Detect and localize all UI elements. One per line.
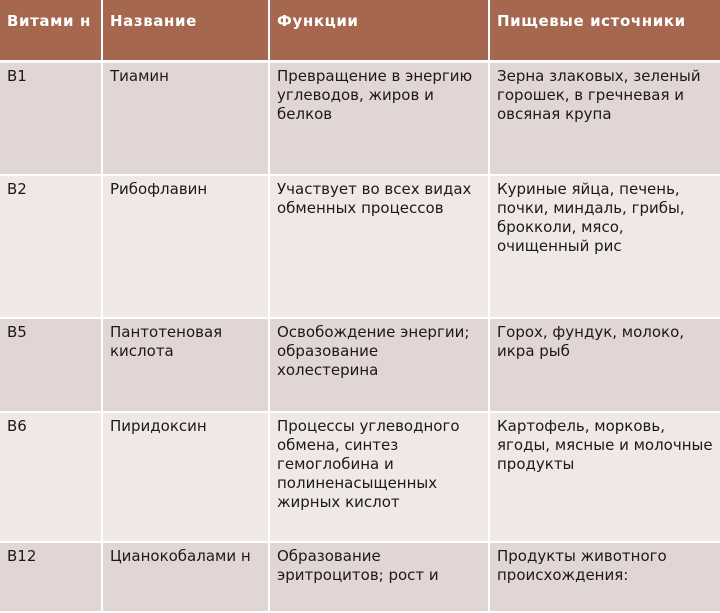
header-vitamin: Витами н xyxy=(0,0,102,62)
cell-sources: Горох, фундук, молоко, икра рыб xyxy=(489,318,720,412)
cell-vitamin: B6 xyxy=(0,412,102,542)
cell-vitamin: B2 xyxy=(0,175,102,318)
cell-function: Освобождение энергии; образование холестерина xyxy=(269,318,489,412)
header-functions: Функции xyxy=(269,0,489,62)
header-name: Название xyxy=(102,0,269,62)
cell-sources: Картофель, морковь, ягоды, мясные и молочные продукты xyxy=(489,412,720,542)
cell-function: Участвует во всех видах обменных процессов xyxy=(269,175,489,318)
cell-name: Пиридоксин xyxy=(102,412,269,542)
header-food-sources: Пищевые источники xyxy=(489,0,720,62)
table-row xyxy=(0,542,720,612)
table-row xyxy=(0,175,720,318)
cell-name: Цианокобалами н xyxy=(102,542,269,612)
cell-name: Тиамин xyxy=(102,62,269,176)
cell-function: Превращение в энергию углеводов, жиров и белков xyxy=(269,62,489,176)
table-header-row xyxy=(0,0,720,62)
cell-vitamin: B5 xyxy=(0,318,102,412)
cell-function: Образование эритроцитов; рост и xyxy=(269,542,489,612)
cell-name: Пантотеновая кислота xyxy=(102,318,269,412)
table-row xyxy=(0,62,720,176)
cell-sources: Куриные яйца, печень, почки, миндаль, грибы, брокколи, мясо, очищенный рис xyxy=(489,175,720,318)
table-row xyxy=(0,318,720,412)
cell-name: Рибофлавин xyxy=(102,175,269,318)
cell-sources: Зерна злаковых, зеленый горошек, в гречневая и овсяная крупа xyxy=(489,62,720,176)
table-row xyxy=(0,412,720,542)
cell-function: Процессы углеводного обмена, синтез гемоглобина и полиненасыщенных жирных кислот xyxy=(269,412,489,542)
cell-vitamin: B1 xyxy=(0,62,102,176)
cell-sources: Продукты животного происхождения: xyxy=(489,542,720,612)
cell-vitamin: B12 xyxy=(0,542,102,612)
